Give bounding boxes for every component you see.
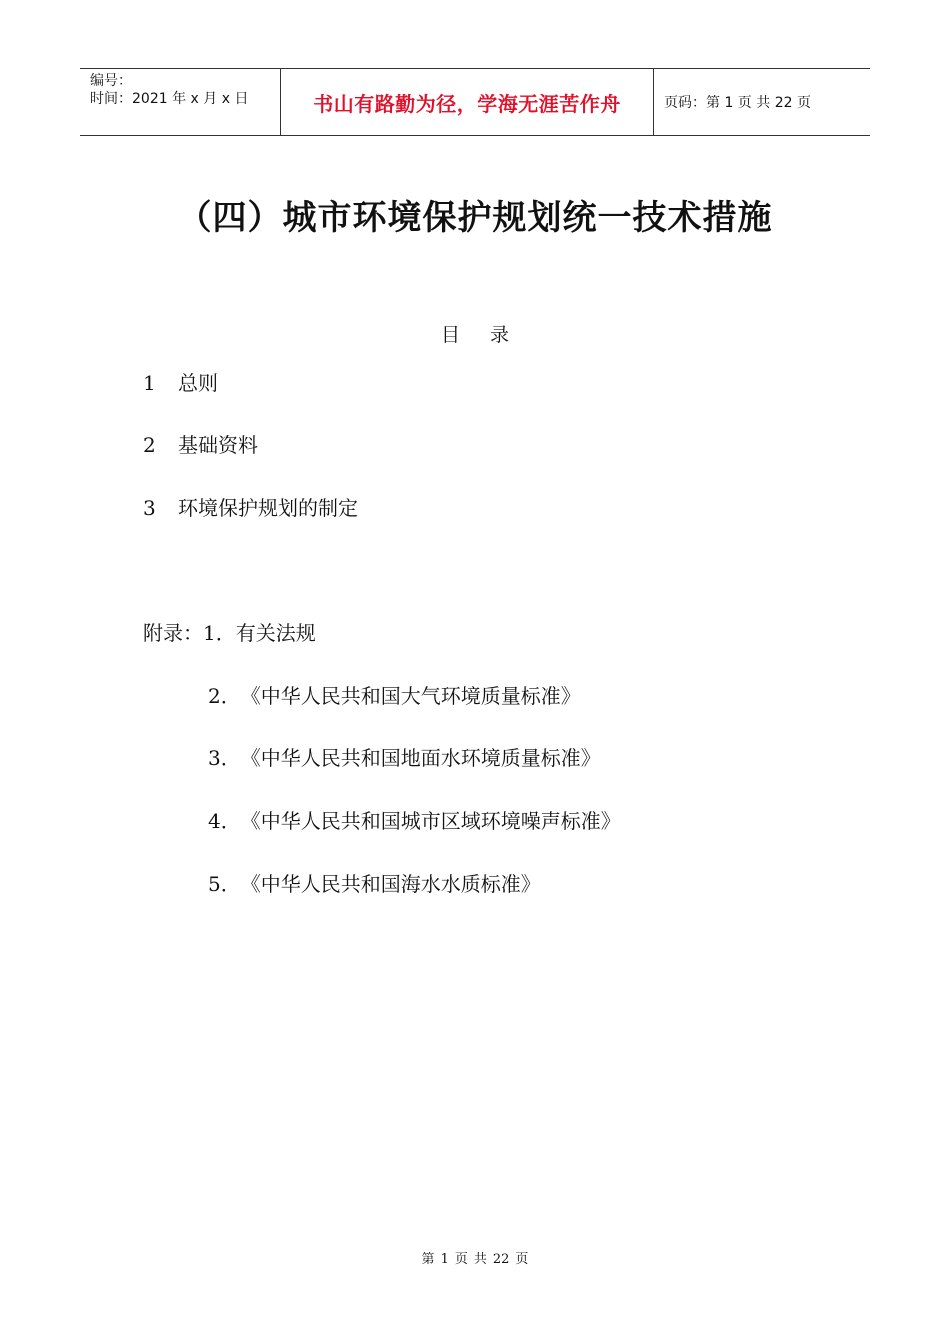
page-info: 页码：第 1 页 共 22 页 — [664, 95, 811, 111]
toc-item — [143, 492, 358, 521]
toc-item-number: 3 — [143, 496, 156, 520]
appendix-item-label: 《中华人民共和国城市区域环境噪声标准》 — [240, 809, 621, 833]
appendix-item — [143, 617, 316, 646]
appendix-item-number: 1． — [203, 621, 236, 645]
appendix-item-label: 《中华人民共和国地面水环境质量标准》 — [240, 746, 601, 770]
toc-item-number: 2 — [143, 433, 156, 457]
appendix-item-number: 3． — [208, 746, 241, 770]
footer-gong: 共 — [473, 1252, 487, 1267]
toc-item — [143, 367, 218, 396]
footer-total-pages: 22 — [492, 1252, 510, 1267]
appendix-item — [208, 680, 581, 709]
appendix-item-number: 2． — [208, 684, 241, 708]
appendix-item-label: 《中华人民共和国大气环境质量标准》 — [240, 684, 581, 708]
toc-item — [143, 429, 258, 458]
appendix-item-label: 有关法规 — [235, 621, 316, 645]
serial-label: 编号： — [90, 73, 132, 89]
page-header — [80, 68, 870, 136]
document-title: （四）城市环境保护规划统一技术措施 — [177, 198, 773, 238]
header-meta-cell — [80, 69, 281, 135]
toc-heading: 目录 — [440, 324, 539, 346]
toc-item-label: 基础资料 — [178, 433, 258, 457]
appendix-item — [208, 868, 541, 897]
appendix-item-number: 4． — [208, 809, 241, 833]
appendix-item — [208, 742, 601, 771]
footer-di: 第 — [421, 1252, 435, 1267]
toc-item-number: 1 — [143, 371, 156, 395]
footer-ye2: 页 — [515, 1252, 529, 1267]
appendix-item — [208, 805, 621, 834]
toc-item-label: 总则 — [178, 371, 218, 395]
appendix-item-number: 5． — [208, 872, 241, 896]
appendix-item-label: 《中华人民共和国海水水质标准》 — [240, 872, 541, 896]
footer-page-number: 1 — [440, 1252, 449, 1267]
toc-item-label: 环境保护规划的制定 — [178, 496, 358, 520]
time-label: 时间：2021 年 x 月 x 日 — [90, 91, 249, 107]
footer-ye: 页 — [454, 1252, 468, 1267]
header-motto-cell — [281, 69, 654, 135]
appendix-label: 附录： — [143, 621, 203, 645]
page-footer — [0, 1248, 950, 1267]
header-page-cell — [654, 69, 870, 135]
motto-text: 书山有路勤为径，学海无涯苦作舟 — [313, 91, 621, 116]
